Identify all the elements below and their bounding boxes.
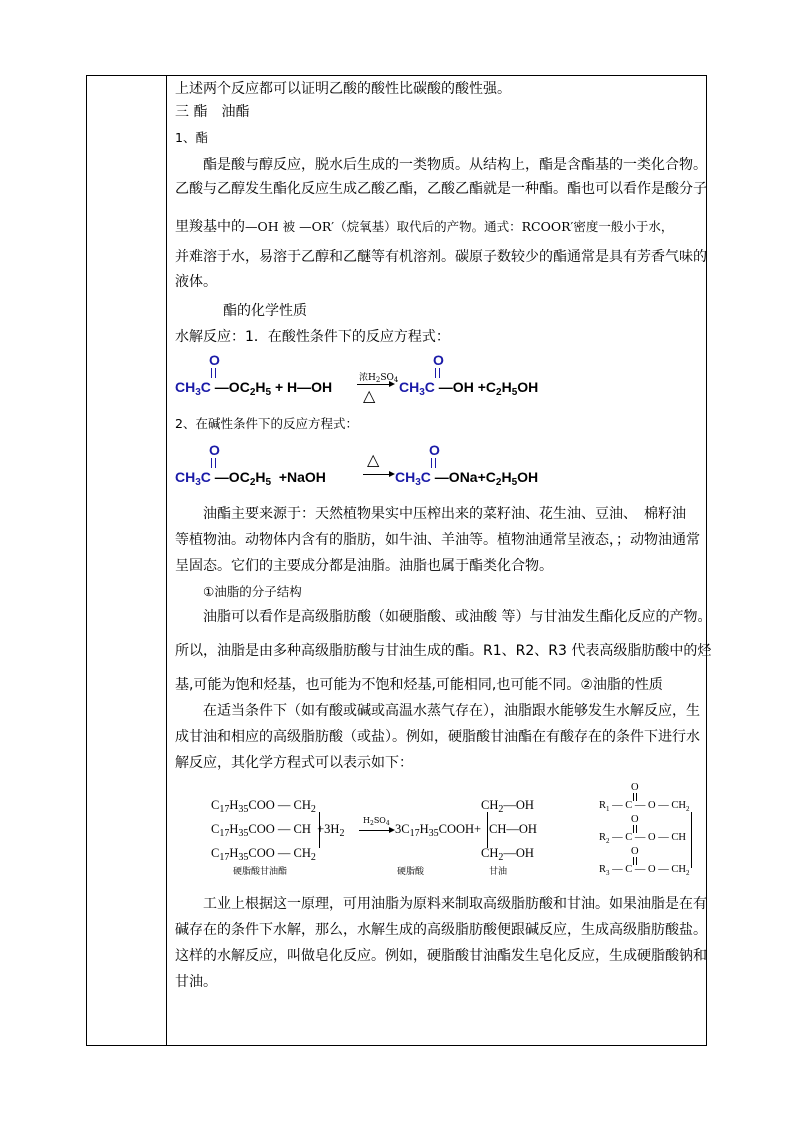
label-stearic-acid: 硬脂酸: [397, 867, 425, 877]
double-bond-2a: [435, 368, 436, 378]
double-bond-1b: [215, 368, 216, 378]
paragraph-ester-def-3: 里羧基中的—OH 被 —OR′（烷氧基）取代后的产物。通式：RCOOR′密度一般小于水，: [175, 219, 674, 235]
equation-acid-left: $CH_3C$ $—OC_2H_5$ + H—OH: [175, 379, 333, 398]
paragraph-saponification-2: 碱存在的条件下水解，那么，水解生成的高级脂肪酸便跟碱反应，生成高级脂肪酸盐。: [175, 922, 707, 938]
paragraph-fat-structure-3: 基,可能为饱和烃基，也可能为不饱和烃基,可能相同,也可能不同。②油脂的性质: [175, 677, 663, 693]
heading-chemical-properties: 酯的化学性质: [223, 303, 307, 319]
glycerol-backbone-left: [319, 812, 320, 848]
paragraph-oil-source-3: 呈固态。它们的主要成分都是油脂。油脂也属于酯类化合物。: [175, 558, 553, 574]
double-bond-4a: [431, 458, 432, 468]
double-bond-3a: [211, 458, 212, 468]
catalyst-conc-h2so4: 浓$H_2SO_4$: [359, 373, 399, 384]
glycerol-backbone-right: [487, 812, 488, 848]
catalyst-h2so4: $H_2SO_4$: [363, 816, 390, 827]
paragraph-acidity: 上述两个反应都可以证明乙酸的酸性比碳酸的酸性强。: [175, 81, 511, 97]
arrow-line-1: [357, 384, 393, 385]
paragraph-saponification-4: 甘油。: [175, 974, 217, 990]
arrow-line-3: [359, 830, 393, 831]
paragraph-saponification-1: 工业上根据这一原理，可用油脂为原料来制取高级脂肪酸和甘油。如果油脂是在有: [203, 896, 707, 912]
paragraph-oil-source-2: 等植物油。动物体内含有的脂肪，如牛油、羊油等。植物油通常呈液态，；动物油通常: [175, 532, 700, 548]
heat-triangle-1: △: [363, 386, 376, 405]
heat-triangle-2: △: [367, 450, 380, 469]
equation-acid-right: $CH_3C$ —OH $+C_2H_5OH$: [399, 379, 539, 398]
struct-r3-row: $R_3$ — C — O — $CH_2$: [599, 864, 690, 877]
paragraph-fat-structure-2: 所以，油脂是由多种高级脂肪酸与甘油生成的酯。R1、R2、R3 代表高级脂肪酸中的烃: [175, 643, 712, 659]
column-divider: [166, 76, 167, 1045]
label-stearin: 硬脂酸甘油酯: [233, 867, 288, 877]
carbonyl-o-2: O: [433, 352, 444, 368]
struct-backbone: [691, 812, 692, 868]
paragraph-ester-def-5: 液体。: [175, 274, 217, 290]
stearin-row-3: $C_{17}H_{35}COO$ — $CH_2$: [211, 846, 316, 863]
equation-stearin-hydrolysis: [211, 798, 551, 878]
equation-base-hydrolysis: [175, 442, 695, 492]
double-bond-2b: [439, 368, 440, 378]
subheading-ester: 1、酯: [175, 130, 208, 145]
paragraph-ester-def-4: 并难溶于水，易溶于乙醇和乙醚等有机溶剂。碳原子数较少的酯通常是具有芳香气味的: [175, 249, 707, 265]
arrow-head-1: [389, 381, 395, 387]
hydrolysis-base-intro: 2、在碱性条件下的反应方程式：: [175, 416, 358, 431]
paragraph-oil-source-1: 油酯主要来源于：天然植物果实中压榨出来的菜籽油、花生油、豆油、 棉籽油: [203, 506, 686, 522]
carbonyl-o-1: O: [209, 352, 220, 368]
struct-r1-row: $R_1$ — C — O — $CH_2$: [599, 800, 690, 813]
struct-o-mid1: O: [631, 814, 639, 825]
stearin-row-1: $C_{17}H_{35}COO$ — $CH_2$: [211, 798, 316, 815]
paragraph-ester-def-2: 乙酸与乙醇发生酯化反应生成乙酸乙酯，乙酸乙酯就是一种酯。酯也可以看作是酸分子: [175, 181, 707, 197]
equation-base-left: $CH_3C$ $—OC_2H_5$ +NaOH: [175, 469, 326, 488]
equation-acid-hydrolysis: [175, 352, 695, 405]
paragraph-fat-hydrolysis-1: 在适当条件下（如有酸或碱或高温水蒸气存在），油脂跟水能够发生水解反应，生: [203, 703, 700, 719]
triglyceride-structure: [599, 782, 709, 890]
stearic-acid-product: $3C_{17}H_{35}COOH+$: [395, 822, 482, 839]
heading-fat-structure: ①油脂的分子结构: [203, 584, 302, 599]
paragraph-ester-def-1: 酯是酸与醇反应，脱水后生成的一类物质。从结构上，酯是含酯基的一类化合物。: [203, 157, 707, 173]
paragraph-fat-hydrolysis-2: 成甘油和相应的高级脂肪酸（或盐）。例如，硬脂酸甘油酯在有酸存在的条件下进行水: [175, 729, 700, 745]
glycerol-row-2: CH—OH: [489, 822, 537, 836]
table-frame: [86, 75, 712, 1046]
struct-o-top: O: [631, 782, 639, 793]
struct-r2-row: $R_2$ — C — O — CH: [599, 832, 686, 845]
paragraph-fat-structure-1: 油脂可以看作是高级脂肪酸（如硬脂酸、或油酸 等）与甘油发生酯化反应的产物。: [203, 609, 712, 625]
equation-base-right: $CH_3C$ $—ONa+C_2H_5OH$: [395, 469, 539, 488]
glycerol-row-1: $CH_2—OH$: [481, 798, 534, 815]
section-heading-ester: 三 酯 油酯: [175, 104, 250, 120]
double-bond-1a: [211, 368, 212, 378]
paragraph-saponification-3: 这样的水解反应，叫做皂化反应。例如，硬脂酸甘油酯发生皂化反应，生成硬脂酸钠和: [175, 948, 707, 964]
carbonyl-o-4: O: [429, 442, 440, 458]
carbonyl-o-3: O: [209, 442, 220, 458]
stearin-row-2: $C_{17}H_{35}COO$ — CH $+3H_2$: [211, 822, 345, 839]
paragraph-fat-hydrolysis-3: 解反应，其化学方程式可以表示如下：: [175, 755, 413, 771]
hydrolysis-acid-intro: 水解反应：1．在酸性条件下的反应方程式：: [175, 329, 450, 345]
glycerol-row-3: $CH_2—OH$: [481, 846, 534, 863]
double-bond-3b: [215, 458, 216, 468]
label-glycerol: 甘油: [489, 867, 508, 877]
double-bond-4b: [435, 458, 436, 468]
struct-o-mid2: O: [631, 846, 639, 857]
